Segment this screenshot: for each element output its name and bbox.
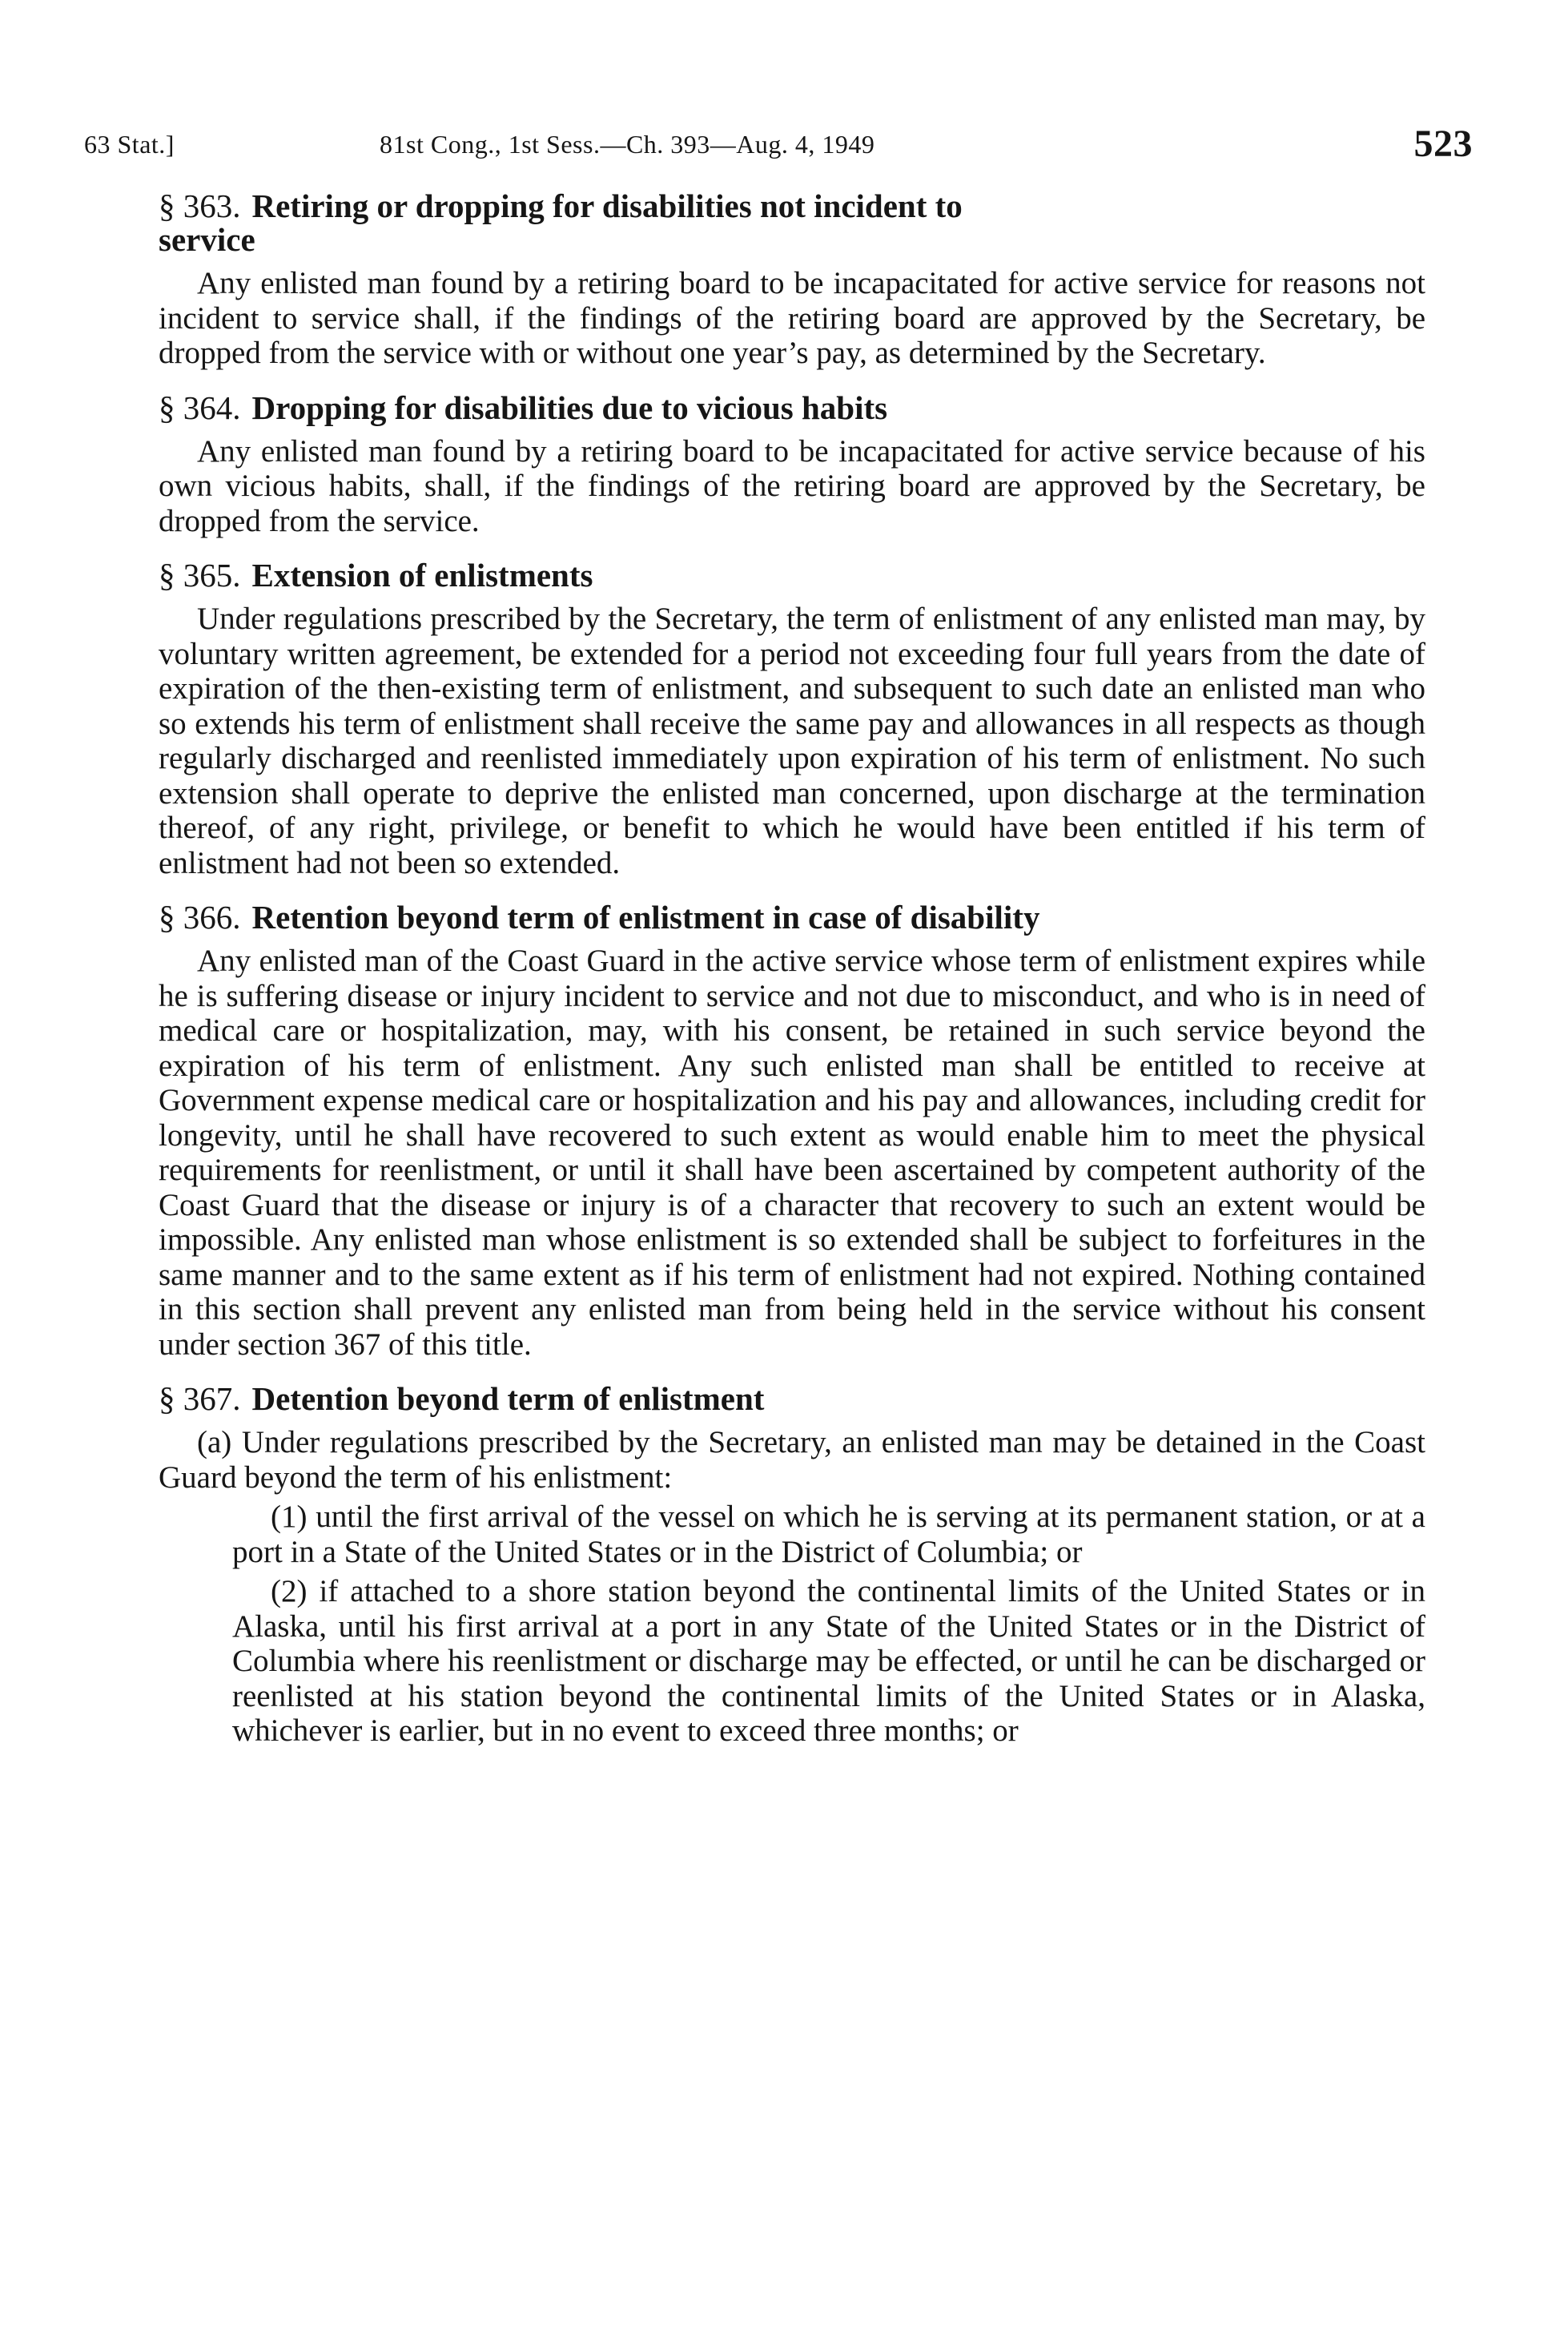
section-heading <box>159 900 1425 934</box>
section-title: Dropping for disabilities due to vicious habits <box>251 388 888 426</box>
section-number: § 365. <box>159 557 241 594</box>
section-heading <box>159 558 1425 592</box>
section-366 <box>159 900 1425 1362</box>
section-text: Any enlisted man found by a retiring board to be incapacitated for active service because of his own vicious habits, shall, if the findings of the retiring board are approved by the Secretary, be dropped from the service. <box>159 433 1425 538</box>
page-number: 523 <box>1413 123 1473 165</box>
section-text: Any enlisted man of the Coast Guard in the active service whose term of enlistment expires while he is suffering disease or injury incident to service and not due to misconduct, and who is in need of medical care or hospitalization, may, with his consent, be retained in such service beyond the expiration of his term of enlistment. Any such enlisted man shall be entitled to receive at Government expense medical care or hospitalization and his pay and allowances, including credit for longevity, until he shall have recovered to such extent as would enable him to meet the physical requirements for reenlistment, or until it shall have been ascertained by competent authority of the Coast Guard that the disease or injury is of a character that recovery to such an extent would be impossible. Any enlisted man whose enlistment is so extended shall be subject to forfeitures in the same manner and to the same extent as if his term of enlistment had not expired. Nothing contained in this section shall prevent any enlisted man from being held in the service without his consent under section 367 of this title. <box>159 944 1425 1362</box>
body-column <box>159 189 1425 1749</box>
section-number: § 364. <box>159 388 241 426</box>
subsection-a: (a) Under regulations prescribed by the Secretary, an enlisted man may be detained in the Coast Guard beyond the term of his enlistment: <box>159 1425 1425 1495</box>
clause-2: (2) if attached to a shore station beyond the continental limits of the United States or in Alaska, until his first arrival at a port in any State of the United States or in the District of Columbia where his reenlistment or discharge may be effected, or until he can be discharged or reenlisted at his station beyond the continental limits of the United States or in Alaska, whichever is earlier, but in no event to exceed three months; or <box>232 1574 1425 1748</box>
section-title: Retention beyond term of enlistment in case of disability <box>251 899 1040 936</box>
section-text: Any enlisted man found by a retiring board to be incapacitated for active service for reasons not incident to service shall, if the findings of the retiring board are approved by the Secretary, be dropped from the service with or without one year’s pay, as determined by the Secretary. <box>159 266 1425 370</box>
section-number: § 366. <box>159 899 241 936</box>
section-heading <box>159 189 1425 256</box>
section-title: Detention beyond term of enlistment <box>251 1380 765 1417</box>
section-363 <box>159 189 1425 371</box>
header-statute-ref: 63 Stat.] <box>84 130 175 159</box>
section-title: Retiring or dropping for disabilities not incident to <box>251 187 963 224</box>
section-number: § 363. <box>159 187 241 224</box>
section-367 <box>159 1382 1425 1749</box>
header-session-chapter: 81st Cong., 1st Sess.—Ch. 393—Aug. 4, 1949 <box>380 130 875 159</box>
section-title-continued: service <box>159 221 255 258</box>
section-heading <box>159 1382 1425 1415</box>
section-heading <box>159 388 1425 426</box>
clause-1: (1) until the first arrival of the vessel on which he is serving at its permanent station, or at a port in a State of the United States or in the District of Columbia; or <box>232 1500 1425 1569</box>
section-title: Extension of enlistments <box>251 557 593 594</box>
section-text: Under regulations prescribed by the Secretary, the term of enlistment of any enlisted man may, by voluntary written agreement, be extended for a period not exceeding four full years from the date of expiration of the then-existing term of enlistment, and subsequent to such date an enlisted man who so extends his term of enlistment shall receive the same pay and allowances in all respects as though regularly discharged and reenlisted immediately upon expiration of his term of enlistment. No such extension shall operate to deprive the enlisted man concerned, upon discharge at the termination thereof, of any right, privilege, or benefit to which he would have been entitled if his term of enlistment had not been so extended. <box>159 602 1425 880</box>
section-365 <box>159 558 1425 880</box>
section-364 <box>159 388 1425 539</box>
section-number: § 367. <box>159 1380 241 1417</box>
